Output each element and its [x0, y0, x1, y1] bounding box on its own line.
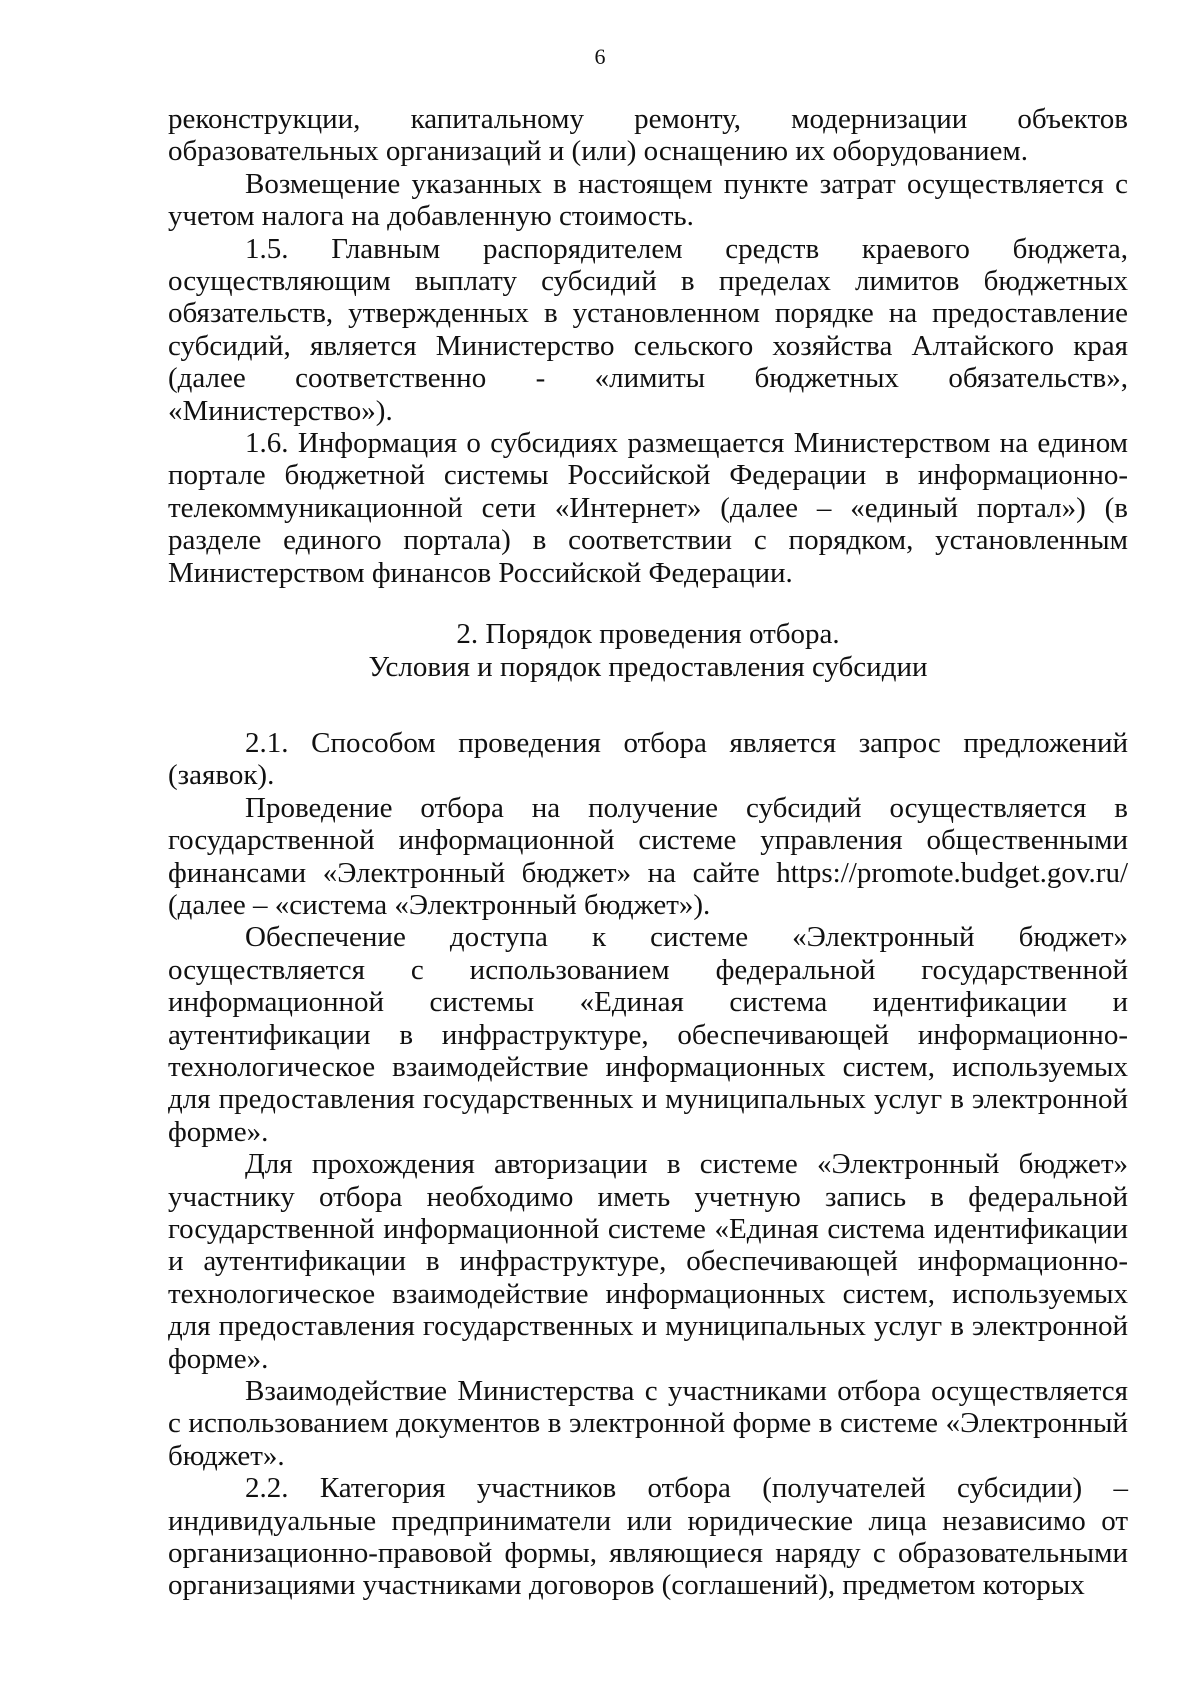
paragraph-authorization: Для прохождения авторизации в системе «Электронный бюджет» участнику отбора необходимо иметь учетную запись в федеральной государственной информационной системе «Единая система идентификации и аутентификации в инфраструктуре, обеспечивающей информационно-технологическое взаимодействие информационных систем, используемых для предоставления государственных и муниципальных услуг в электронной форме».	[168, 1148, 1128, 1375]
paragraph-selection-process: Проведение отбора на получение субсидий осуществляется в государственной информационной системе управления общественными финансами «Электронный бюджет» на сайте https://promote.budget.gov.ru/ (далее – «система «Электронный бюджет»).	[168, 791, 1128, 921]
paragraph-access: Обеспечение доступа к системе «Электронный бюджет» осуществляется с использованием федеральной государственной информационной системы «Единая система идентификации и аутентификации в инфраструктуре, обеспечивающей информационно-технологическое взаимодействие информационных систем, используемых для предоставления государственных и муниципальных услуг в электронной форме».	[168, 921, 1128, 1148]
paragraph-1-5: 1.5. Главным распорядителем средств краевого бюджета, осуществляющим выплату субсидий в пределах лимитов бюджетных обязательств, утвержденных в установленном порядке на предоставление субсидий, является Министерство сельского хозяйства Алтайского края (далее соответственно - «лимиты бюджетных обязательств», «Министерство»).	[168, 232, 1128, 427]
section-heading	[168, 618, 1128, 683]
paragraph-2-2: 2.2. Категория участников отбора (получателей субсидии) – индивидуальные предприниматели или юридические лица независимо от организационно-правовой формы, являющиеся наряду с образовательными организациями участниками договоров (соглашений), предметом которых	[168, 1472, 1128, 1602]
paragraph-vat-note: Возмещение указанных в настоящем пункте затрат осуществляется с учетом налога на добавленную стоимость.	[168, 167, 1128, 233]
paragraph-continuation: реконструкции, капитальному ремонту, модернизации объектов образовательных организаций и (или) оснащению их оборудованием.	[168, 103, 1128, 168]
section-heading-line-2: Условия и порядок предоставления субсидии	[368, 650, 928, 683]
paragraph-1-6: 1.6. Информация о субсидиях размещается Министерством на едином портале бюджетной системы Российской Федерации в информационно-телекоммуникационной сети «Интернет» (далее – «единый портал») (в разделе единого портала) в соответствии с порядком, установленным Министерством финансов Российской Федерации.	[168, 427, 1128, 589]
document-body	[168, 103, 1128, 1602]
paragraph-2-1: 2.1. Способом проведения отбора является запрос предложений (заявок).	[168, 726, 1128, 792]
section-heading-line-1: 2. Порядок проведения отбора.	[456, 618, 840, 651]
page-number: 6	[594, 44, 606, 69]
paragraph-interaction: Взаимодействие Министерства с участниками отбора осуществляется с использованием документов в электронной форме в системе «Электронный бюджет».	[168, 1375, 1128, 1472]
